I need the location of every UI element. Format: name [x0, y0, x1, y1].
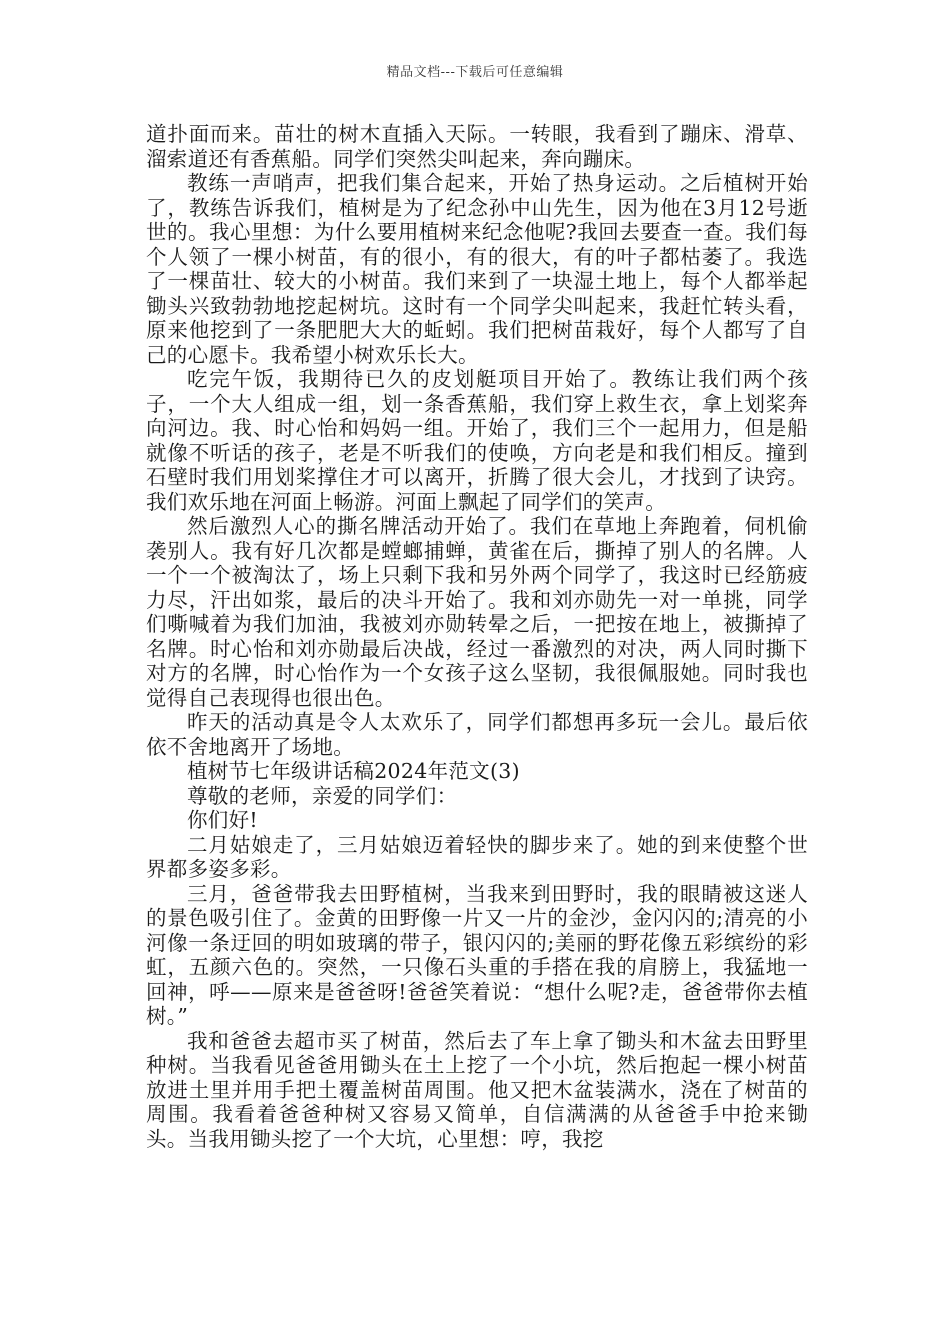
- paragraph: 昨天的活动真是令人太欢乐了，同学们都想再多玩一会儿。最后依依不舍地离开了场地。: [146, 710, 808, 759]
- paragraph: 我和爸爸去超市买了树苗，然后去了车上拿了锄头和木盆去田野里种树。当我看见爸爸用锄头在土上挖了一个小坑，然后抱起一棵小树苗放进土里并用手把土覆盖树苗周围。他又把木盆装满水，浇在了树苗的周围。我看着爸爸种树又容易又简单，自信满满的从爸爸手中抢来锄头。当我用锄头挖了一个大坑，心里想：哼，我挖: [146, 1028, 808, 1151]
- paragraph: 吃完午饭，我期待已久的皮划艇项目开始了。教练让我们两个孩子，一个大人组成一组，划一条香蕉船，我们穿上救生衣，拿上划桨奔向河边。我、时心怡和妈妈一组。开始了，我们三个一起用力，但是船就像不听话的孩子，老是不听我们的使唤，方向老是和我们相反。撞到石壁时我们用划桨撑住才可以离开，折腾了很大会儿，才找到了诀窍。我们欢乐地在河面上畅游。河面上飘起了同学们的笑声。: [146, 367, 808, 514]
- paragraph: 二月姑娘走了，三月姑娘迈着轻快的脚步来了。她的到来使整个世界都多姿多彩。: [146, 832, 808, 881]
- page-header: 精品文档---下载后可任意编辑: [386, 65, 564, 80]
- paragraph: 三月，爸爸带我去田野植树，当我来到田野时，我的眼睛被这迷人的景色吸引住了。金黄的田野像一片又一片的金沙，金闪闪的;清亮的小河像一条迂回的明如玻璃的带子，银闪闪的;美丽的野花像五彩缤纷的彩虹，五颜六色的。突然，一只像石头重的手搭在我的肩膀上，我猛地一回神，呼——原来是爸爸呀!爸爸笑着说：“想什么呢?走，爸爸带你去植树。”: [146, 881, 808, 1028]
- paragraph: 然后激烈人心的撕名牌活动开始了。我们在草地上奔跑着，伺机偷袭别人。我有好几次都是螳螂捕蝉，黄雀在后，撕掉了别人的名牌。人一个一个被淘汰了，场上只剩下我和另外两个同学了，我这时已经筋疲力尽，汗出如浆，最后的决斗开始了。我和刘亦勋先一对一单挑，同学们嘶喊着为我们加油，我被刘亦勋转晕之后，一把按在地上，被撕掉了名牌。时心怡和刘亦勋最后决战，经过一番激烈的对决，两人同时撕下对方的名牌，时心怡作为一个女孩子这么坚韧，我很佩服她。同时我也觉得自己表现得也很出色。: [146, 514, 808, 710]
- greeting: 你们好!: [187, 808, 258, 832]
- paragraph-continuation: 道扑面而来。苗壮的树木直插入天际。一转眼，我看到了蹦床、滑草、溜索道还有香蕉船。同学们突然尖叫起来，奔向蹦床。: [146, 122, 808, 171]
- document-body: [146, 122, 808, 1151]
- salutation: 尊敬的老师，亲爱的同学们：: [187, 783, 458, 808]
- paragraph: 教练一声哨声，把我们集合起来，开始了热身运动。之后植树开始了，教练告诉我们，植树是为了纪念孙中山先生，因为他在3月12号逝世的。我心里想：为什么要用植树来纪念他呢?我回去要查一查。我们每个人领了一棵小树苗，有的很小，有的很大，有的叶子都枯萎了。我选了一棵苗壮、较大的小树苗。我们来到了一块湿土地上，每个人都举起锄头兴致勃勃地挖起树坑。这时有一个同学尖叫起来，我赶忙转头看，原来他挖到了一条肥肥大大的蚯蚓。我们把树苗栽好，每个人都写了自己的心愿卡。我希望小树欢乐长大。: [146, 171, 808, 367]
- section-title: 植树节七年级讲话稿2024年范文(3): [187, 759, 520, 783]
